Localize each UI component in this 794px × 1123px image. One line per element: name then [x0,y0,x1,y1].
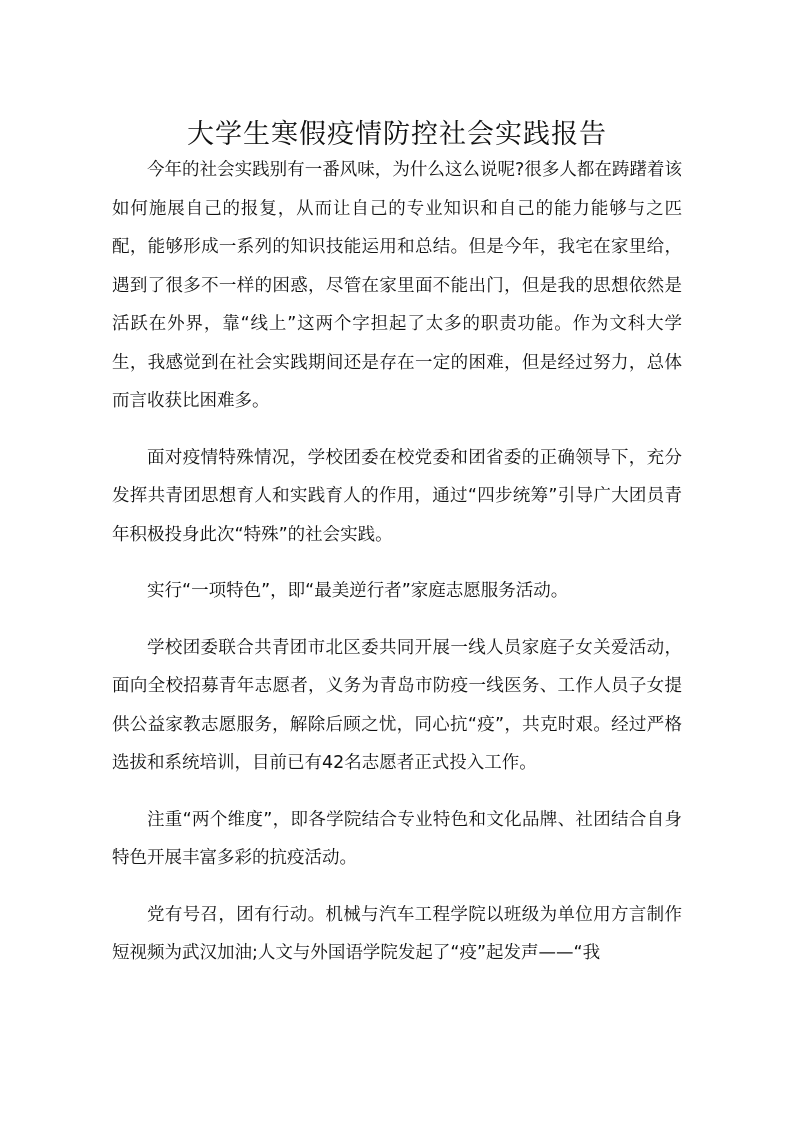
paragraph-6: 党有号召，团有行动。机械与汽车工程学院以班级为单位用方言制作短视频为武汉加油;人文与外国语学院发起了“疫”起发声——“我 [112,904,682,963]
paragraph-3: 实行“一项特色”，即“最美逆行者”家庭志愿服务活动。 [147,581,569,601]
paragraph-4: 学校团委联合共青团市北区委共同开展一线人员家庭子女关爱活动，面向全校招募青年志愿者，义务为青岛市防疫一线医务、工作人员子女提供公益家教志愿服务，解除后顾之忧，同心抗“疫”，共克时艰。经过严格选拔和系统培训，目前已有42名志愿者正式投入工作。 [112,637,682,773]
paragraph-2: 面对疫情特殊情况，学校团委在校党委和团省委的正确领导下，充分发挥共青团思想育人和实践育人的作用，通过“四步统筹”引导广大团员青年积极投身此次“特殊”的社会实践。 [112,447,682,545]
document-body [112,151,682,973]
document-title: 大学生寒假疫情防控社会实践报告 [187,119,607,151]
paragraph-1: 今年的社会实践别有一番风味，为什么这么说呢?很多人都在踌躇着该如何施展自己的报复，从而让自己的专业知识和自己的能力能够与之匹配，能够形成一系列的知识技能运用和总结。但是今年，我宅在家里给，遇到了很多不一样的困惑，尽管在家里面不能出门，但是我的思想依然是活跃在外界，靠“线上”这两个字担起了太多的职责功能。作为文科大学生，我感觉到在社会实践期间还是存在一定的困难，但是经过努力，总体而言收获比困难多。 [112,160,682,411]
paragraph-5: 注重“两个维度”，即各学院结合专业特色和文化品牌、社团结合自身特色开展丰富多彩的抗疫活动。 [112,809,682,868]
